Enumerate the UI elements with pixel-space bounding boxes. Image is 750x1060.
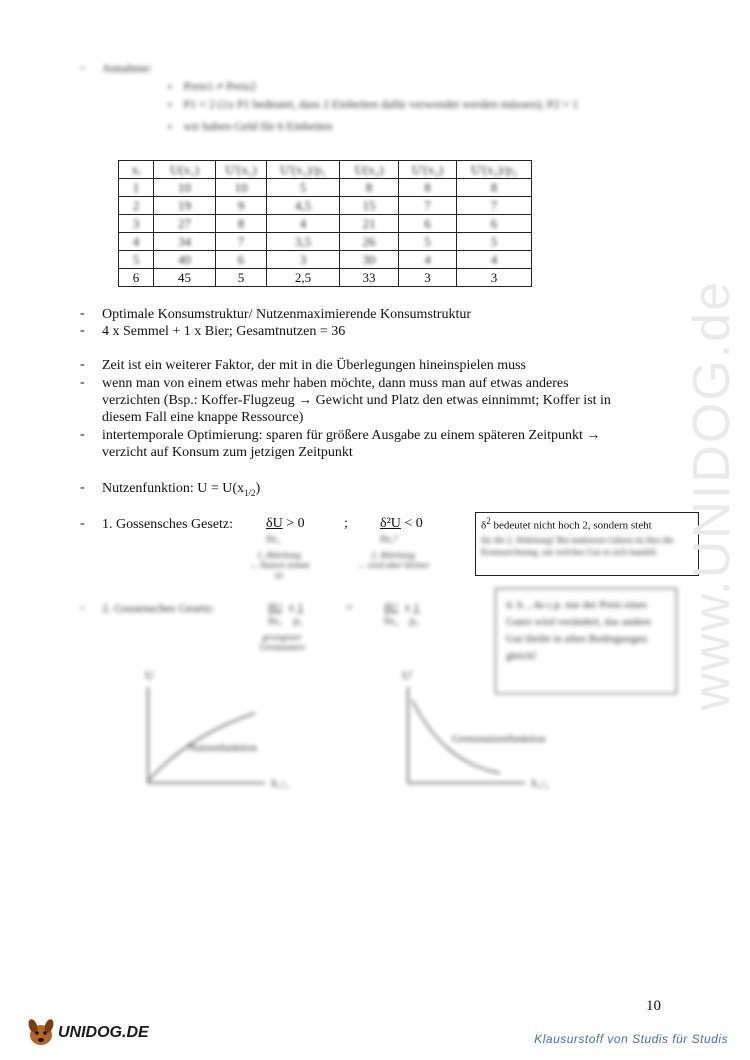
table-cell: 1 <box>119 179 154 197</box>
table-cell: 3 <box>119 215 154 233</box>
formula-denominator: p₁ <box>293 615 303 627</box>
table-cell: 2,5 <box>267 269 340 287</box>
table-cell: 5 <box>399 233 457 251</box>
table-cell: 3,5 <box>267 233 340 251</box>
annahme-bullet: ▪ wir haben Geld für 6 Einheiten <box>168 118 648 136</box>
gossen1-label: 1. Gossensches Gesetz: <box>102 517 234 532</box>
table-row <box>119 251 532 269</box>
list-dash: - <box>80 357 85 372</box>
list-dash: - <box>80 600 85 615</box>
dog-logo-icon <box>24 1015 58 1049</box>
list-dash: - <box>80 427 85 442</box>
formula-denominator: δx₁ <box>268 615 283 627</box>
text-line: 4 x Semmel + 1 x Bier; Gesamtnutzen = 36 <box>102 324 346 339</box>
formula-numerator: δU <box>384 600 399 614</box>
gossen2-formula-right-den <box>384 615 419 627</box>
table-cell: 26 <box>340 233 399 251</box>
table-row <box>119 233 532 251</box>
gossen1-formula1 <box>266 516 305 532</box>
table-header: U'(x₁) <box>216 161 267 179</box>
table-cell: 21 <box>340 215 399 233</box>
table-cell: 7 <box>216 233 267 251</box>
table-cell: 6 <box>399 215 457 233</box>
utility-function-graph <box>148 687 265 783</box>
table-cell: 3 <box>267 251 340 269</box>
annahme-bullet: ▪ Preis1 ≠ Preis2 <box>168 78 648 96</box>
table-header: U(x₁) <box>154 161 216 179</box>
table-cell: 3 <box>399 269 457 287</box>
text-fragment: ) <box>255 481 261 496</box>
gossen2-formula-right: δU x 1 <box>384 600 420 614</box>
box-first-line <box>481 516 693 532</box>
graph1-xlabel: X₁/₂ <box>270 778 289 790</box>
formula-denominator: δx₂ <box>384 615 399 627</box>
table-cell: 8 <box>340 179 399 197</box>
table-cell: 5 <box>216 269 267 287</box>
table-cell: 45 <box>154 269 216 287</box>
consumption-table <box>118 160 532 287</box>
table-cell: 4 <box>267 215 340 233</box>
text-line: diesem Fall eine knappe Ressource) <box>102 410 304 425</box>
table-row <box>119 197 532 215</box>
text-line: Optimale Konsumstruktur/ Nutzenmaximierende Konsumstruktur <box>102 307 471 322</box>
formula-numerator: δU <box>268 600 283 614</box>
list-dash: - <box>80 323 85 338</box>
list-dash: - <box>80 375 85 390</box>
table-header: U'(x₂) <box>399 161 457 179</box>
table-header-row <box>119 161 532 179</box>
note-line: → Nutzen nimmt zu <box>248 560 310 580</box>
list-dash: - <box>80 306 85 321</box>
table-cell: 5 <box>457 233 532 251</box>
note-line: 1. Ableitung <box>257 550 301 560</box>
table-cell: 5 <box>267 179 340 197</box>
annahme-bullet: ▪ P1 = 2 (1x P1 bedeutet, dass 2 Einheiten dafür verwendet werden müssen); P2 = 1 <box>168 96 648 114</box>
table-cell: 4,5 <box>267 197 340 215</box>
formula-numerator: 1 <box>413 600 420 614</box>
formula-numerator: δ²U <box>380 516 401 531</box>
utility-function-line <box>102 480 260 502</box>
table-cell: 8 <box>399 179 457 197</box>
table-row <box>119 215 532 233</box>
footer-tagline: Klausurstoff von Studis für Studis <box>534 1032 728 1046</box>
list-dash: - <box>80 516 85 531</box>
graph2-ylabel: U' <box>402 668 413 682</box>
note-line: → wird aber kleiner <box>356 560 430 570</box>
table-row <box>119 179 532 197</box>
graph1-curve-label: Nutzenfunktion <box>188 742 258 754</box>
list-dash: - <box>80 60 85 75</box>
table-cell: 6 <box>119 269 154 287</box>
graph2-curve-label: Grenznutzenfunktion <box>452 733 546 745</box>
gossen2-formula-left-den <box>268 615 303 627</box>
formula-numerator: 1 <box>297 600 304 614</box>
graph2-xlabel: X₁/₂ <box>530 778 549 790</box>
table-header: U'(x₂)/p₂ <box>457 161 532 179</box>
subscript: 1/2 <box>244 487 256 498</box>
table-cell: 8 <box>216 215 267 233</box>
table-cell: 6 <box>457 215 532 233</box>
formula-relation: > 0 <box>286 516 305 531</box>
text-fragment: bedeutet nicht hoch 2, sondern steht <box>493 519 652 532</box>
table-cell: 2 <box>119 197 154 215</box>
formula-denominator: p₂ <box>409 615 419 627</box>
table-cell: 7 <box>399 197 457 215</box>
table-cell: 4 <box>457 251 532 269</box>
table-header: xᵢ <box>119 161 154 179</box>
table-cell: 40 <box>154 251 216 269</box>
table-cell: 34 <box>154 233 216 251</box>
table-cell: 5 <box>119 251 154 269</box>
gossen2-note-box: d. h. , da c.p. nur der Preis eines Gutes wird verändert, das andere Gut bleibt in allen Bedingungen gleich! <box>495 588 677 694</box>
table-cell: 7 <box>457 197 532 215</box>
formula-denominator: δx₁ <box>266 533 281 545</box>
watermark: www.UNIDOG.de <box>683 280 741 711</box>
table-cell: 6 <box>216 251 267 269</box>
box-rest: für die 2. Ableitung! Bei mehreren Gütern ist dies die Kennzeichnung, um welches Gut es sich handelt. <box>481 534 674 557</box>
table-cell: 8 <box>457 179 532 197</box>
page-number: 10 <box>646 998 661 1014</box>
text-line: Zeit ist ein weiterer Faktor, der mit in die Überlegungen hineinspielen muss <box>102 358 526 373</box>
note-line: 2. Ableitung <box>371 550 415 560</box>
table-header: U(x₂) <box>340 161 399 179</box>
graph1-ylabel: U <box>145 668 154 682</box>
note-line: gewogener <box>262 632 302 642</box>
table-cell: 19 <box>154 197 216 215</box>
table-cell: 33 <box>340 269 399 287</box>
table-cell: 4 <box>399 251 457 269</box>
table-cell: 10 <box>216 179 267 197</box>
table-cell: 27 <box>154 215 216 233</box>
footer-logo: UNIDOG.DE <box>58 1024 149 1041</box>
table-header: U'(x₁)/p₁ <box>267 161 340 179</box>
gossen1-note-box <box>475 512 699 576</box>
table-cell: 9 <box>216 197 267 215</box>
formula-numerator: δU <box>266 516 283 531</box>
formula-separator: ; <box>344 516 348 531</box>
weighted-marginal-note <box>252 632 312 652</box>
text-fragment: Nutzenfunktion: U = U(x <box>102 481 245 496</box>
gossen1-formula2 <box>380 516 423 532</box>
superscript: 2 <box>486 516 491 526</box>
text-line: intertemporale Optimierung: sparen für größere Ausgabe zu einem späteren Zeitpunkt → <box>102 428 601 443</box>
text-line: wenn man von einem etwas mehr haben möchte, dann muss man auf etwas anderes <box>102 376 569 391</box>
text-fragment: δ <box>481 519 487 532</box>
formula-relation: < 0 <box>404 516 423 531</box>
gossen2-label: 2. Gossensches Gesetz: <box>102 601 215 615</box>
text-line: verzichten (Bsp.: Koffer-Flugzeug → Gewicht und Platz den etwas einnimmt; Koffer ist in <box>102 393 611 408</box>
derivative-note <box>348 550 438 570</box>
annahme-title: Annahme: <box>102 61 152 75</box>
table-cell: 30 <box>340 251 399 269</box>
gossen2-formula-left: δU x 1 <box>268 600 304 614</box>
formula-denominator: δx₁² <box>380 533 398 545</box>
table-cell: 10 <box>154 179 216 197</box>
table-cell: 15 <box>340 197 399 215</box>
text-line: verzicht auf Konsum zum jetzigen Zeitpunkt <box>102 445 353 460</box>
annahme-bullets <box>168 78 648 136</box>
table-row <box>119 269 532 287</box>
formula-equals: = <box>346 600 353 614</box>
derivative-note <box>244 550 314 580</box>
note-line: Grenznutzen <box>259 642 305 652</box>
table-cell: 4 <box>119 233 154 251</box>
table-cell: 3 <box>457 269 532 287</box>
list-dash: - <box>80 480 85 495</box>
